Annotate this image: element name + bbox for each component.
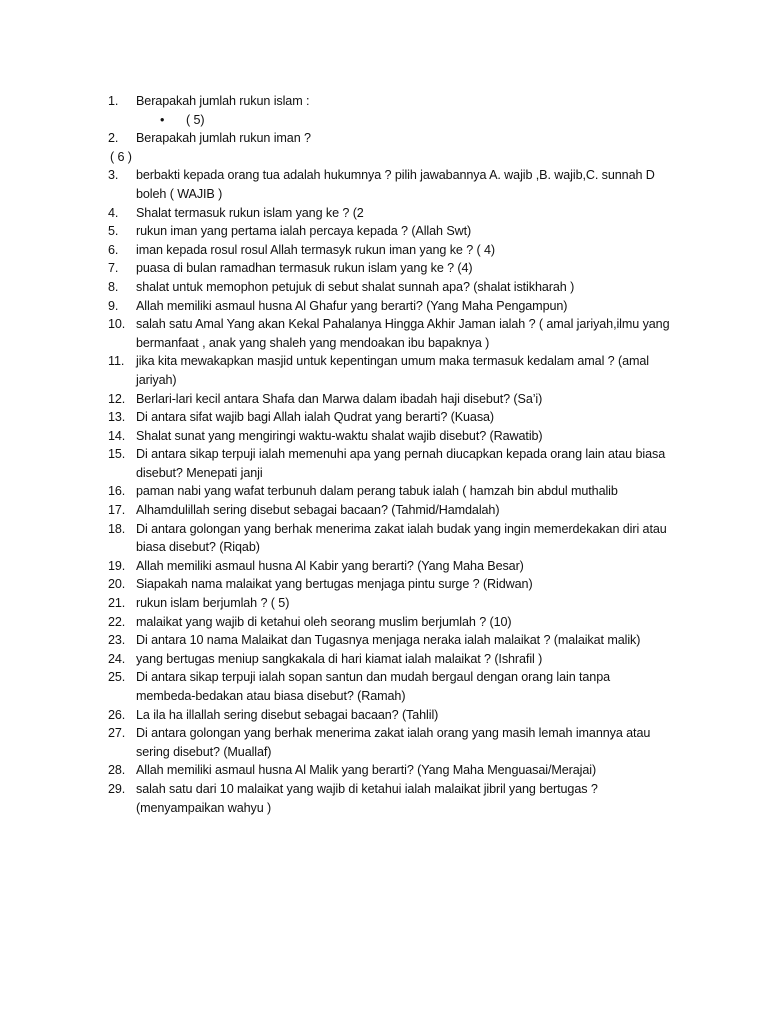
question-number: 28. [108,763,126,778]
question-number: 8. [108,279,119,294]
question-item [108,315,688,352]
question-text-line: Berlari-lari kecil antara Shafa dan Marwa dalam ibadah haji disebut? (Sa’i) [136,391,543,406]
question-number: 10. [108,317,126,332]
answer-text: ( 5) [186,112,205,127]
question-item [108,278,688,297]
question-item [108,241,688,260]
question-item [108,724,688,761]
question-item [108,408,688,427]
question-text-line: Shalat termasuk rukun islam yang ke ? (2 [136,205,364,220]
question-text-line: Di antara sikap terpuji ialah memenuhi apa yang pernah diucapkan kepada orang lain atau biasa [136,447,666,462]
question-number: 24. [108,651,126,666]
question-text [136,613,688,632]
question-text-line: jariyah) [136,372,177,387]
question-item [108,297,688,316]
question-text-line: paman nabi yang wafat terbunuh dalam perang tabuk ialah ( hamzah bin abdul muthalib [136,484,618,499]
question-text-line: Berapakah jumlah rukun iman ? [136,131,311,146]
question-text [136,278,688,297]
question-number: 1. [108,94,119,108]
question-text-line: Berapakah jumlah rukun islam : [136,94,310,108]
question-text-line: shalat untuk memophon petujuk di sebut shalat sunnah apa? (shalat istikharah ) [136,279,575,294]
question-text-line: membeda-bedakan atau biasa disebut? (Ramah) [136,689,406,703]
question-text-line: La ila ha illallah sering disebut sebagai bacaan? (Tahlil) [136,707,439,722]
question-text [136,724,688,761]
question-text-line: rukun iman yang pertama ialah percaya kepada ? (Allah Swt) [136,224,472,239]
question-text-line: rukun islam berjumlah ? ( 5) [136,596,290,611]
question-text-line: Allah memiliki asmaul husna Al Malik yang berarti? (Yang Maha Menguasai/Merajai) [136,763,597,778]
question-number: 12. [108,391,126,406]
question-text [136,482,688,501]
answer-bullet-item [108,111,688,130]
question-text-line: biasa disebut? (Riqab) [136,540,260,555]
question-number: 18. [108,521,126,536]
question-text [136,352,688,389]
question-item [108,594,688,613]
question-item [108,575,688,594]
question-item [108,780,688,817]
question-text [136,297,688,316]
question-item [108,706,688,725]
question-number: 27. [108,726,126,741]
question-text [136,631,688,650]
question-text [136,129,688,148]
question-text-line: (menyampaikan wahyu ) [136,800,272,815]
question-text [136,259,688,278]
question-number: 15. [108,447,126,462]
question-text [136,92,688,111]
question-item [108,222,688,241]
question-number: 20. [108,577,126,592]
question-text [136,427,688,446]
question-text [136,761,688,780]
question-number: 21. [108,596,126,611]
question-list [108,92,688,817]
question-text-line: sering disebut? (Muallaf) [136,744,272,759]
question-text-line: salah satu dari 10 malaikat yang wajib di ketahui ialah malaikat jibril yang bertugas ? [136,781,598,796]
question-text-line: Alhamdulillah sering disebut sebagai bacaan? (Tahmid/Hamdalah) [136,503,500,518]
question-text [136,706,688,725]
question-item [108,204,688,223]
question-text [136,445,688,482]
question-item [108,650,688,669]
answer-line [108,148,688,167]
question-number: 11. [108,354,125,369]
question-number: 7. [108,261,119,276]
question-text-line: Di antara 10 nama Malaikat dan Tugasnya menjaga neraka ialah malaikat ? (malaikat malik) [136,633,641,648]
question-text [136,557,688,576]
question-text-line: yang bertugas meniup sangkakala di hari kiamat ialah malaikat ? (Ishrafil ) [136,651,543,666]
question-item [108,557,688,576]
question-number: 2. [108,131,119,146]
question-number: 25. [108,670,126,685]
question-text [136,241,688,260]
question-text [136,594,688,613]
question-number: 13. [108,410,126,425]
question-text [136,668,688,705]
question-number: 22. [108,614,126,629]
question-text [136,315,688,352]
question-text [136,780,688,817]
question-text [136,166,688,203]
bullet-icon: • [160,112,165,127]
question-text-line: Allah memiliki asmaul husna Al Kabir yang berarti? (Yang Maha Besar) [136,558,524,573]
question-item [108,445,688,482]
question-text-line: Di antara golongan yang berhak menerima zakat ialah orang yang masih lemah imannya atau [136,726,651,741]
question-text-line: Di antara sikap terpuji ialah sopan santun dan mudah bergaul dengan orang lain tanpa [136,670,611,685]
question-number: 16. [108,484,126,499]
question-item [108,520,688,557]
question-item [108,166,688,203]
question-text-line: Di antara sifat wajib bagi Allah ialah Qudrat yang berarti? (Kuasa) [136,410,495,425]
question-number: 19. [108,558,126,573]
question-item [108,482,688,501]
question-text-line: bermanfaat , anak yang shaleh yang mendoakan ibu bapaknya ) [136,335,490,350]
question-text [136,390,688,409]
question-number: 26. [108,707,126,722]
question-item [108,390,688,409]
question-item [108,501,688,520]
question-text [136,650,688,669]
question-number: 29. [108,781,126,796]
question-item [108,259,688,278]
question-text-line: Allah memiliki asmaul husna Al Ghafur yang berarti? (Yang Maha Pengampun) [136,298,568,313]
question-text [136,575,688,594]
question-text-line: malaikat yang wajib di ketahui oleh seorang muslim berjumlah ? (10) [136,614,512,629]
answer-text: ( 6 ) [110,149,132,164]
question-text [136,222,688,241]
question-number: 14. [108,428,126,443]
question-text-line: disebut? Menepati janji [136,465,263,480]
question-text-line: jika kita mewakapkan masjid untuk kepentingan umum maka termasuk kedalam amal ? (amal [136,354,649,369]
question-text-line: boleh ( WAJIB ) [136,186,223,201]
question-text-line: Di antara golongan yang berhak menerima zakat ialah budak yang ingin memerdekakan diri atau [136,521,667,536]
question-text-line: Shalat sunat yang mengiringi waktu-waktu shalat wajib disebut? (Rawatib) [136,428,543,443]
question-item [108,631,688,650]
question-item [108,352,688,389]
question-text-line: Siapakah nama malaikat yang bertugas menjaga pintu surge ? (Ridwan) [136,577,533,592]
question-number: 4. [108,205,119,220]
question-number: 9. [108,298,119,313]
question-number: 3. [108,168,119,183]
question-number: 17. [108,503,126,518]
question-text [136,520,688,557]
question-text-line: iman kepada rosul rosul Allah termasyk rukun iman yang ke ? ( 4) [136,242,495,257]
question-item [108,427,688,446]
question-text-line: salah satu Amal Yang akan Kekal Pahalanya Hingga Akhir Jaman ialah ? ( amal jariyah,ilmu yang [136,317,670,332]
question-number: 6. [108,242,119,257]
question-item [108,129,688,148]
question-item [108,668,688,705]
question-item [108,613,688,632]
question-text-line: berbakti kepada orang tua adalah hukumnya ? pilih jawabannya A. wajib ,B. wajib,C. sunnah D [136,168,655,183]
question-text [136,204,688,223]
question-number: 23. [108,633,126,648]
question-number: 5. [108,224,119,239]
question-item [108,761,688,780]
question-text-line: puasa di bulan ramadhan termasuk rukun islam yang ke ? (4) [136,261,473,276]
question-item [108,92,688,111]
question-text [136,408,688,427]
question-text [136,501,688,520]
